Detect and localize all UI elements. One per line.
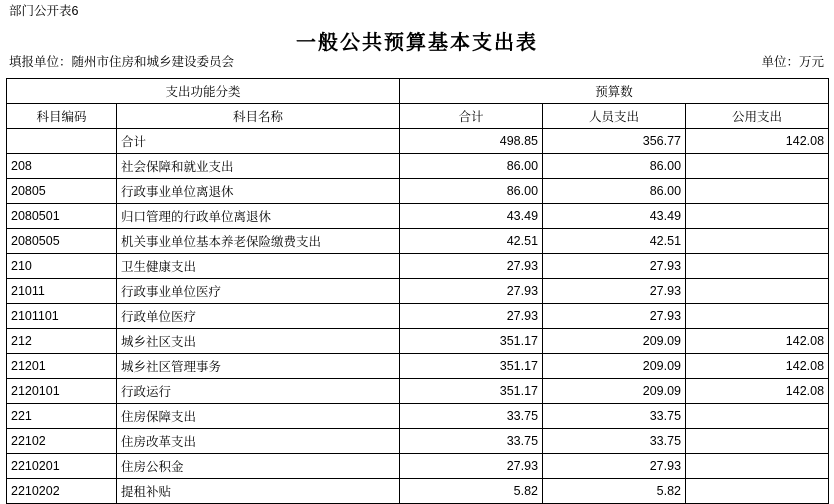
column-header-personnel: 人员支出 <box>543 104 686 129</box>
table-row <box>7 354 829 379</box>
cell-code: 21011 <box>7 279 117 304</box>
cell-subject-name: 行政单位医疗 <box>117 304 400 329</box>
cell-total: 498.85 <box>400 129 543 154</box>
cell-public <box>686 454 829 479</box>
cell-personnel: 356.77 <box>543 129 686 154</box>
cell-subject-name: 行政事业单位离退休 <box>117 179 400 204</box>
table-row <box>7 379 829 404</box>
table-row <box>7 304 829 329</box>
cell-personnel: 27.93 <box>543 279 686 304</box>
table-row <box>7 129 829 154</box>
cell-subject-name: 社会保障和就业支出 <box>117 154 400 179</box>
table-row <box>7 204 829 229</box>
cell-total: 33.75 <box>400 429 543 454</box>
cell-public <box>686 254 829 279</box>
table-row <box>7 179 829 204</box>
cell-total: 27.93 <box>400 454 543 479</box>
cell-subject-name: 住房公积金 <box>117 454 400 479</box>
cell-subject-name: 城乡社区管理事务 <box>117 354 400 379</box>
cell-subject-name: 行政运行 <box>117 379 400 404</box>
table-row <box>7 229 829 254</box>
cell-code: 221 <box>7 404 117 429</box>
cell-code: 22102 <box>7 429 117 454</box>
unit-row <box>0 52 834 72</box>
table-group-header-row <box>7 79 829 104</box>
cell-personnel: 209.09 <box>543 329 686 354</box>
cell-public <box>686 479 829 504</box>
cell-code: 2080501 <box>7 204 117 229</box>
table-row <box>7 404 829 429</box>
cell-code: 210 <box>7 254 117 279</box>
cell-total: 43.49 <box>400 204 543 229</box>
cell-personnel: 27.93 <box>543 454 686 479</box>
cell-personnel: 209.09 <box>543 379 686 404</box>
cell-public <box>686 204 829 229</box>
cell-total: 5.82 <box>400 479 543 504</box>
table-row <box>7 429 829 454</box>
cell-subject-name: 行政事业单位医疗 <box>117 279 400 304</box>
cell-public <box>686 404 829 429</box>
cell-total: 86.00 <box>400 179 543 204</box>
cell-subject-name: 机关事业单位基本养老保险缴费支出 <box>117 229 400 254</box>
cell-public <box>686 429 829 454</box>
table-row <box>7 454 829 479</box>
cell-total: 351.17 <box>400 354 543 379</box>
column-header-code: 科目编码 <box>7 104 117 129</box>
cell-code: 2101101 <box>7 304 117 329</box>
page-title: 一般公共预算基本支出表 <box>296 32 538 54</box>
column-header-public: 公用支出 <box>686 104 829 129</box>
cell-subject-name: 住房保障支出 <box>117 404 400 429</box>
cell-total: 351.17 <box>400 379 543 404</box>
table-column-header-row <box>7 104 829 129</box>
table-row <box>7 254 829 279</box>
header-budget-amount: 预算数 <box>400 79 829 104</box>
cell-total: 33.75 <box>400 404 543 429</box>
cell-total: 42.51 <box>400 229 543 254</box>
table-row <box>7 279 829 304</box>
cell-code: 2080505 <box>7 229 117 254</box>
cell-personnel: 27.93 <box>543 254 686 279</box>
form-label: 部门公开表6 <box>9 4 79 18</box>
cell-personnel: 42.51 <box>543 229 686 254</box>
table-row <box>7 154 829 179</box>
cell-code: 2120101 <box>7 379 117 404</box>
cell-personnel: 5.82 <box>543 479 686 504</box>
cell-public <box>686 229 829 254</box>
header-function-class: 支出功能分类 <box>7 79 400 104</box>
cell-code: 212 <box>7 329 117 354</box>
cell-total: 86.00 <box>400 154 543 179</box>
budget-table <box>6 78 829 504</box>
cell-subject-name: 住房改革支出 <box>117 429 400 454</box>
cell-code: 21201 <box>7 354 117 379</box>
table-row <box>7 329 829 354</box>
cell-public <box>686 279 829 304</box>
cell-public: 142.08 <box>686 354 829 379</box>
column-header-name: 科目名称 <box>117 104 400 129</box>
cell-code: 208 <box>7 154 117 179</box>
cell-personnel: 86.00 <box>543 179 686 204</box>
cell-total: 351.17 <box>400 329 543 354</box>
table-header <box>7 79 829 129</box>
currency-unit-label: 单位：万元 <box>761 55 824 69</box>
cell-personnel: 86.00 <box>543 154 686 179</box>
cell-personnel: 33.75 <box>543 404 686 429</box>
cell-subject-name: 城乡社区支出 <box>117 329 400 354</box>
cell-personnel: 27.93 <box>543 304 686 329</box>
cell-subject-name: 提租补贴 <box>117 479 400 504</box>
cell-subject-name: 归口管理的行政单位离退休 <box>117 204 400 229</box>
cell-personnel: 43.49 <box>543 204 686 229</box>
table-body <box>7 129 829 504</box>
cell-personnel: 33.75 <box>543 429 686 454</box>
cell-public <box>686 304 829 329</box>
cell-public: 142.08 <box>686 329 829 354</box>
table-row <box>7 479 829 504</box>
cell-total: 27.93 <box>400 304 543 329</box>
cell-total: 27.93 <box>400 254 543 279</box>
cell-code <box>7 129 117 154</box>
filler-unit-label: 填报单位：随州市住房和城乡建设委员会 <box>9 55 235 69</box>
cell-public <box>686 154 829 179</box>
cell-public <box>686 179 829 204</box>
column-header-total: 合计 <box>400 104 543 129</box>
cell-subject-name: 合计 <box>117 129 400 154</box>
cell-code: 2210202 <box>7 479 117 504</box>
cell-code: 20805 <box>7 179 117 204</box>
cell-personnel: 209.09 <box>543 354 686 379</box>
cell-subject-name: 卫生健康支出 <box>117 254 400 279</box>
cell-code: 2210201 <box>7 454 117 479</box>
cell-total: 27.93 <box>400 279 543 304</box>
cell-public: 142.08 <box>686 379 829 404</box>
cell-public: 142.08 <box>686 129 829 154</box>
